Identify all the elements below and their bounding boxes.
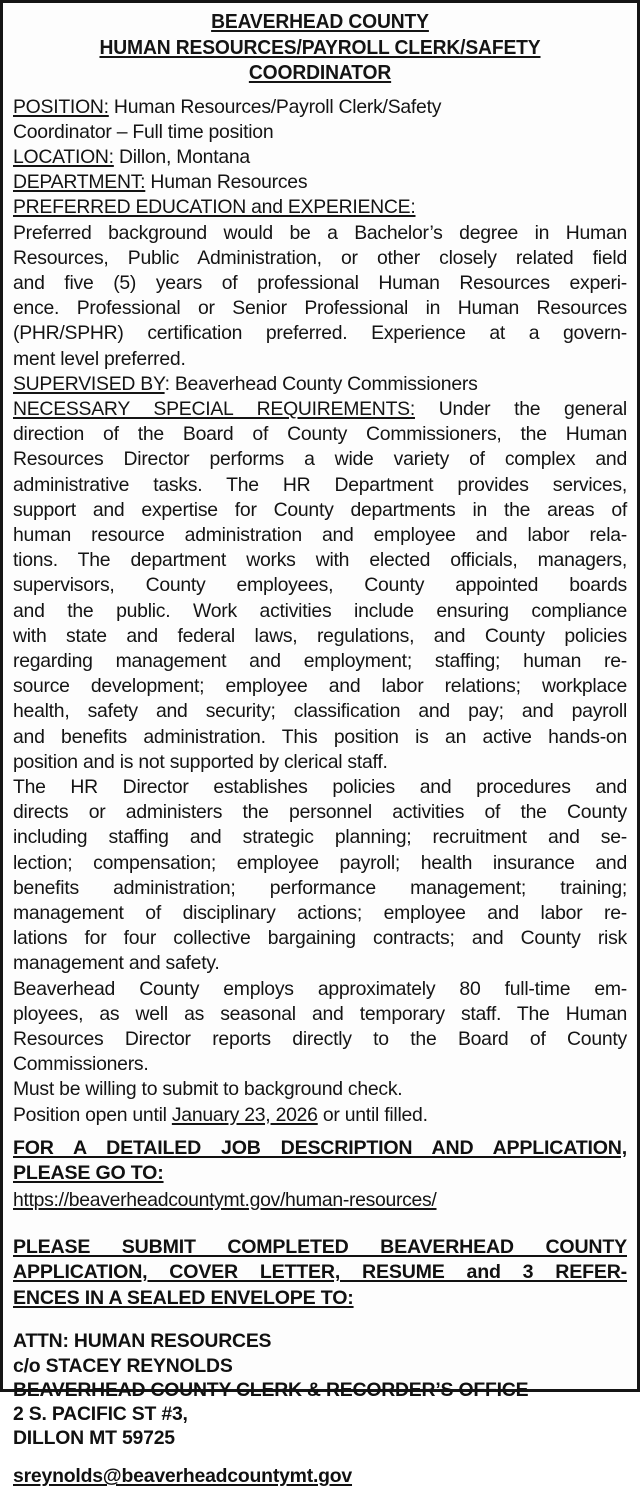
education-line: (PHR/SPHR) certification preferred. Experience at a govern- [13, 321, 627, 346]
open-until-date: January 23, 2026 [172, 1104, 318, 1126]
headline-line-3-text: COORDINATOR [249, 61, 391, 84]
page-title [31, 9, 608, 86]
address-line-1: ATTN: HUMAN RESOURCES [13, 1329, 627, 1353]
open-until-note [13, 1103, 627, 1128]
field-location-label: LOCATION: [13, 146, 114, 168]
requirements-line: and benefits administration. This position is an active hands-on [13, 725, 627, 750]
callout-detailed-description [13, 1136, 627, 1187]
callout-submit-line-3: ENCES IN A SEALED ENVELOPE TO: [13, 1286, 627, 1312]
application-url-link[interactable]: https://beaverheadcountymt.gov/human-resources/ [13, 1187, 627, 1213]
spacer [13, 1311, 627, 1329]
headline-line-1 [31, 9, 608, 35]
employment-line: Beaverhead County employs approximately 80 full-time em- [13, 977, 627, 1002]
spacer [13, 1213, 627, 1235]
field-location [13, 145, 627, 170]
requirements-line: tions. The department works with elected officials, managers, [13, 548, 627, 573]
field-department-value: Human Resources [145, 171, 307, 193]
requirements-first-line-tail: Under the general [415, 398, 627, 420]
paragraph-education [13, 221, 627, 372]
field-supervised-by [13, 372, 627, 397]
director-line: management of disciplinary actions; employee and labor re- [13, 901, 627, 926]
spacer [13, 1450, 627, 1464]
education-line: ment level preferred. [13, 347, 627, 372]
open-until-suffix: or until filled. [318, 1104, 428, 1126]
director-line: directs or administers the personnel activities of the County [13, 800, 627, 825]
director-line: lection; compensation; employee payroll; health insurance and [13, 851, 627, 876]
field-requirements-label: NECESSARY SPECIAL REQUIREMENTS: [13, 398, 415, 420]
headline-line-2-text: HUMAN RESOURCES/PAYROLL CLERK/SAFETY [99, 36, 540, 59]
paragraph-requirements [13, 397, 627, 775]
education-line: Preferred background would be a Bachelor’s degree in Human [13, 221, 627, 246]
requirements-line: health, safety and security; classification and pay; and payroll [13, 699, 627, 724]
requirements-line: and the public. Work activities include ensuring compliance [13, 599, 627, 624]
director-line: including staffing and strategic planning; recruitment and se- [13, 825, 627, 850]
contact-email-link[interactable]: sreynolds@beaverheadcountymt.gov [13, 1464, 627, 1489]
employment-line: Resources Director reports directly to the Board of County [13, 1027, 627, 1052]
address-line-5: DILLON MT 59725 [13, 1426, 627, 1450]
address-line-3: BEAVERHEAD COUNTY CLERK & RECORDER’S OFFICE [13, 1378, 627, 1402]
callout-submit-instructions [13, 1235, 627, 1312]
employment-line: ployees, as well as seasonal and temporary staff. The Human [13, 1002, 627, 1027]
ad-body [13, 95, 627, 1489]
requirements-line: administrative tasks. The HR Department provides services, [13, 473, 627, 498]
employment-line: Commissioners. [13, 1052, 627, 1077]
address-line-2: c/o STACEY REYNOLDS [13, 1354, 627, 1378]
callout-submit-line-1: PLEASE SUBMIT COMPLETED BEAVERHEAD COUNTY [13, 1235, 627, 1261]
education-line: ence. Professional or Senior Professional in Human Resources [13, 296, 627, 321]
field-department-label: DEPARTMENT: [13, 171, 145, 193]
field-department [13, 170, 627, 195]
field-supervised-by-label: SUPERVISED BY [13, 373, 165, 395]
director-line: benefits administration; performance management; training; [13, 876, 627, 901]
field-education-heading [13, 195, 627, 220]
field-supervised-by-value: : Beaverhead County Commissioners [165, 373, 478, 395]
requirements-first-line [13, 397, 627, 422]
callout-detailed-line-2: PLEASE GO TO: [13, 1161, 627, 1187]
spacer [13, 1128, 627, 1136]
field-position-value-line1: Human Resources/Payroll Clerk/Safety [109, 96, 441, 118]
paragraph-employment [13, 977, 627, 1078]
requirements-line: position and is not supported by clerical staff. [13, 750, 627, 775]
callout-detailed-line-1: FOR A DETAILED JOB DESCRIPTION AND APPLICATION, [13, 1136, 627, 1162]
requirements-line: direction of the Board of County Commissioners, the Human [13, 422, 627, 447]
field-position [13, 95, 627, 145]
requirements-line: regarding management and employment; staffing; human re- [13, 649, 627, 674]
field-education-label: PREFERRED EDUCATION and EXPERIENCE: [13, 196, 416, 218]
background-check-note: Must be willing to submit to background check. [13, 1077, 627, 1102]
field-position-label: POSITION: [13, 96, 109, 118]
address-line-4: 2 S. PACIFIC ST #3, [13, 1402, 627, 1426]
director-line: lations for four collective bargaining contracts; and County risk [13, 926, 627, 951]
requirements-line: with state and federal laws, regulations, and County policies [13, 624, 627, 649]
headline-line-3 [31, 60, 608, 86]
ad-content [3, 3, 637, 1489]
requirements-line: source development; employee and labor relations; workplace [13, 674, 627, 699]
headline-line-1-text: BEAVERHEAD COUNTY [211, 10, 429, 33]
requirements-line: Resources Director performs a wide variety of complex and [13, 447, 627, 472]
open-until-prefix: Position open until [13, 1104, 172, 1126]
paragraph-hr-director [13, 775, 627, 977]
field-location-value: Dillon, Montana [114, 146, 250, 168]
director-line: The HR Director establishes policies and procedures and [13, 775, 627, 800]
education-line: Resources, Public Administration, or other closely related field [13, 246, 627, 271]
field-position-value-line2: Coordinator – Full time position [13, 121, 273, 143]
education-line: and five (5) years of professional Human Resources experi- [13, 271, 627, 296]
requirements-line: human resource administration and employee and labor rela- [13, 523, 627, 548]
director-line: management and safety. [13, 951, 627, 976]
headline-line-2 [31, 35, 608, 61]
mailing-address [13, 1329, 627, 1450]
requirements-line: support and expertise for County departments in the areas of [13, 498, 627, 523]
callout-submit-line-2: APPLICATION, COVER LETTER, RESUME and 3 REFER- [13, 1260, 627, 1286]
requirements-line: supervisors, County employees, County appointed boards [13, 573, 627, 598]
